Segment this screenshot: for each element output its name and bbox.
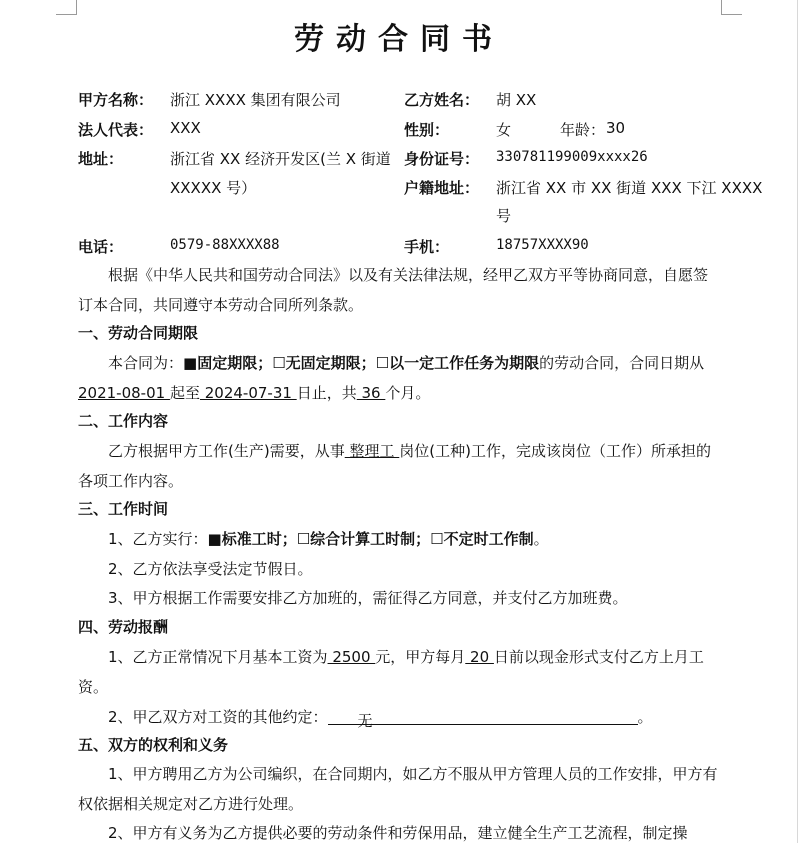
working-hours-options: ■标准工时；☐综合计算工时制；☐不定时工作制 bbox=[207, 530, 534, 548]
contract-type-options: ■固定期限；☐无固定期限；☐以一定工作任务为期限 bbox=[183, 354, 540, 372]
id-number: 330781199009xxxx26 bbox=[496, 149, 648, 165]
section-3-item-3: 3、甲方根据工作需要安排乙方加班的，需征得乙方同意，并支付乙方加班费。 bbox=[108, 589, 628, 607]
section-4-item-2: 2、甲乙双方对工资的其他约定：无 。 bbox=[108, 708, 653, 730]
intro-paragraph: 根据《中华人民共和国劳动合同法》以及有关法律法规，经甲乙双方平等协商同意，自愿签订本合同，共同遵守本劳动合同所列条款。 bbox=[78, 266, 709, 314]
household-line-2: 号 bbox=[496, 207, 512, 225]
start-date: 2021-08-01 bbox=[78, 384, 170, 402]
age-label: 年龄： bbox=[560, 121, 606, 139]
gender-label: 性别： bbox=[404, 121, 450, 139]
household-line-1: 浙江省 XX 市 XX 街道 XXX 下江 XXXX bbox=[496, 179, 763, 197]
section-1-paragraph: 本合同为：■固定期限；☐无固定期限；☐以一定工作任务为期限的劳动合同，合同日期从 2021-08-01 起至 2024-07-31 日止，共 36 个月。 bbox=[78, 354, 705, 402]
section-3-item-1: 1、乙方实行：■标准工时；☐综合计算工时制；☐不定时工作制。 bbox=[108, 530, 549, 548]
section-4-item-1: 1、乙方正常情况下月基本工资为 2500 元，甲方每月 20 日前以现金形式支付乙方上月工资。 bbox=[78, 648, 704, 696]
section-1-heading: 一、劳动合同期限 bbox=[78, 324, 199, 342]
section-5-heading: 五、双方的权利和义务 bbox=[78, 736, 229, 754]
pay-day: 20 bbox=[465, 648, 494, 666]
job-position: 整理工 bbox=[344, 442, 400, 460]
section-2-heading: 二、工作内容 bbox=[78, 412, 169, 430]
gender: 女 bbox=[496, 121, 512, 139]
page-corner-mark-left bbox=[56, 0, 77, 15]
id-label: 身份证号： bbox=[404, 150, 480, 168]
legal-rep: XXX bbox=[170, 119, 201, 137]
section-4-heading: 四、劳动报酬 bbox=[78, 618, 169, 636]
mobile-label: 手机： bbox=[404, 238, 450, 256]
address-line-2: XXXXX 号） bbox=[170, 179, 257, 197]
party-a-name-label: 甲方名称： bbox=[78, 91, 154, 109]
base-wage: 2500 bbox=[327, 648, 376, 666]
mobile: 18757XXXX90 bbox=[496, 237, 589, 253]
contract-months: 36 bbox=[356, 384, 386, 402]
section-5-item-1: 1、甲方聘用乙方为公司编织，在合同期内，如乙方不服从甲方管理人员的工作安排，甲方有权依据相关规定对乙方进行处理。 bbox=[78, 765, 718, 813]
phone-label: 电话： bbox=[78, 238, 124, 256]
page-corner-mark-right bbox=[721, 0, 742, 15]
section-5-item-2: 2、甲方有义务为乙方提供必要的劳动条件和劳保用品，建立健全生产工艺流程，制定操 bbox=[108, 824, 688, 842]
age: 30 bbox=[606, 119, 626, 137]
party-a-name: 浙江 XXXX 集团有限公司 bbox=[170, 91, 341, 109]
section-3-heading: 三、工作时间 bbox=[78, 500, 169, 518]
address-label: 地址： bbox=[78, 150, 124, 168]
section-3-item-2: 2、乙方依法享受法定节假日。 bbox=[108, 560, 313, 578]
section-2-paragraph: 乙方根据甲方工作(生产)需要，从事 整理工 岗位(工种)工作，完成该岗位（工作）所承担的各项工作内容。 bbox=[78, 442, 711, 490]
household-label: 户籍地址： bbox=[404, 179, 480, 197]
legal-rep-label: 法人代表： bbox=[78, 121, 154, 139]
address-line-1: 浙江省 XX 经济开发区(兰 X 街道 bbox=[170, 150, 391, 168]
party-b-name: 胡 XX bbox=[496, 91, 537, 109]
party-b-name-label: 乙方姓名： bbox=[404, 91, 480, 109]
phone: 0579-88XXXX88 bbox=[170, 237, 280, 253]
end-date: 2024-07-31 bbox=[199, 384, 297, 402]
document-title: 劳动合同书 bbox=[294, 22, 504, 57]
other-agreement-field: 无 bbox=[328, 706, 638, 725]
